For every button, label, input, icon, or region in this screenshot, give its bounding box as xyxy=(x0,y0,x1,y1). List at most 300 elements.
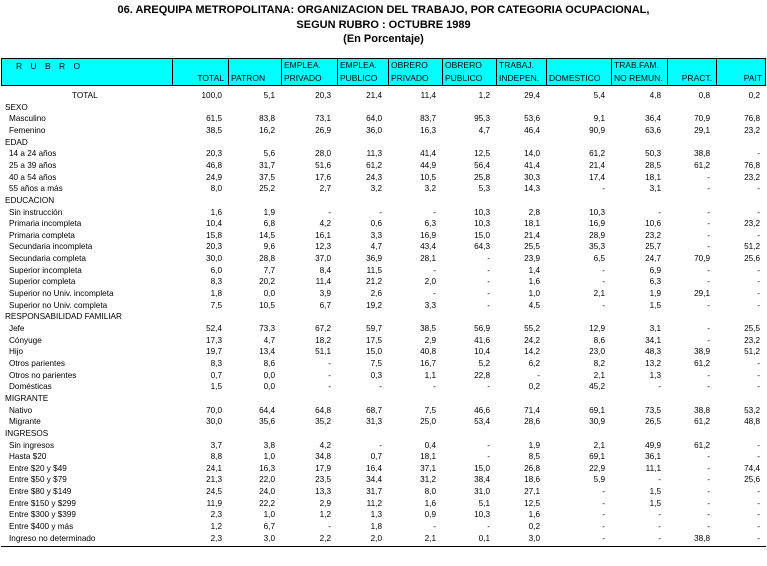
cell-value: - xyxy=(487,254,490,264)
row-label: Hijo xyxy=(9,347,24,357)
cell-value: 83,8 xyxy=(259,114,275,124)
cell-value: 1,2 xyxy=(319,510,331,520)
cell-value: 1,6 xyxy=(424,498,436,508)
cell-value: 23,0 xyxy=(589,347,605,357)
cell-value: 20,3 xyxy=(315,91,331,100)
cell-value: - xyxy=(707,452,710,462)
table-row xyxy=(0,323,767,335)
header-column-bottom: PUBLICO xyxy=(340,73,378,83)
cell-value: 2,2 xyxy=(319,533,331,543)
cell-value: 6,9 xyxy=(649,265,661,275)
cell-value: 38,5 xyxy=(420,324,436,333)
cell-value: 18,1 xyxy=(645,172,661,182)
cell-value: 9,6 xyxy=(263,242,275,252)
cell-value: 61,5 xyxy=(206,114,222,124)
cell-value: - xyxy=(328,370,331,380)
cell-value: 46,6 xyxy=(474,405,490,415)
cell-value: 10,3 xyxy=(474,207,490,217)
cell-value: 61,2 xyxy=(694,417,710,427)
cell-value: 24,1 xyxy=(206,463,222,473)
cell-value: - xyxy=(757,207,760,217)
header-column xyxy=(667,59,716,85)
cell-value: - xyxy=(433,522,436,532)
cell-value: 5,9 xyxy=(593,475,605,485)
row-label: Superior no Univ. completa xyxy=(9,300,108,310)
row-label: Nativo xyxy=(9,405,33,415)
cell-value: - xyxy=(757,300,760,310)
row-label: RESPONSABILIDAD FAMILIAR xyxy=(5,312,122,322)
row-label: Entre $300 y $399 xyxy=(9,510,76,520)
cell-value: - xyxy=(602,487,605,497)
table-row xyxy=(0,533,767,545)
cell-value: 17,9 xyxy=(315,463,331,473)
cell-value: 28,8 xyxy=(259,254,275,264)
cell-value: 22,2 xyxy=(259,498,275,508)
cell-value: 1,6 xyxy=(528,277,540,287)
row-label: Jefe xyxy=(9,324,25,333)
cell-value: 15,8 xyxy=(206,230,222,240)
cell-value: 2,1 xyxy=(593,289,605,299)
table-row xyxy=(0,207,767,219)
table-row xyxy=(0,160,767,172)
cell-value: - xyxy=(757,358,760,368)
cell-value: 4,7 xyxy=(370,242,382,252)
cell-value: 11,9 xyxy=(206,498,222,508)
header-column xyxy=(337,59,388,85)
cell-value: 36,1 xyxy=(645,452,661,462)
cell-value: - xyxy=(602,277,605,287)
cell-value: 1,6 xyxy=(210,207,222,217)
cell-value: 10,5 xyxy=(259,300,275,310)
cell-value: - xyxy=(433,207,436,217)
cell-value: - xyxy=(487,452,490,462)
cell-value: - xyxy=(707,522,710,532)
cell-value: 35,2 xyxy=(315,417,331,427)
cell-value: 5,6 xyxy=(263,149,275,159)
section-header-row xyxy=(0,428,767,440)
cell-value: 0,2 xyxy=(528,382,540,392)
cell-value: 70,9 xyxy=(694,114,710,124)
cell-value: 1,2 xyxy=(478,91,490,100)
cell-value: - xyxy=(602,522,605,532)
cell-value: 90,9 xyxy=(589,125,605,135)
row-label: SEXO xyxy=(5,102,28,112)
table-bottom-line xyxy=(1,546,766,547)
cell-value: 46,4 xyxy=(524,125,540,135)
cell-value: 18,1 xyxy=(524,219,540,229)
cell-value: 10,5 xyxy=(420,172,436,182)
cell-value: 0,4 xyxy=(424,440,436,450)
header-column-bottom: PRIVADO xyxy=(391,73,429,83)
cell-value: 1,4 xyxy=(528,265,540,275)
cell-value: 28,5 xyxy=(645,160,661,170)
cell-value: 8,0 xyxy=(210,184,222,194)
cell-value: 73,5 xyxy=(645,405,661,415)
cell-value: 6,7 xyxy=(263,522,275,532)
cell-value: - xyxy=(707,219,710,229)
cell-value: 23,2 xyxy=(744,219,760,229)
table-row xyxy=(0,125,767,137)
cell-value: 17,3 xyxy=(206,335,222,345)
cell-value: 2,9 xyxy=(319,498,331,508)
cell-value: 5,4 xyxy=(593,91,605,100)
cell-value: 2,1 xyxy=(593,370,605,380)
row-label: Sin instrucción xyxy=(9,207,63,217)
cell-value: 1,9 xyxy=(649,289,661,299)
table-row xyxy=(0,486,767,498)
row-label: Otros parientes xyxy=(9,358,65,368)
header-column-top: EMPLEA. xyxy=(284,60,321,70)
cell-value: 11,4 xyxy=(420,91,436,100)
cell-value: 1,6 xyxy=(528,510,540,520)
cell-value: 21,4 xyxy=(366,91,382,100)
row-label: Entre $20 y $49 xyxy=(9,463,67,473)
cell-value: 29,1 xyxy=(694,125,710,135)
cell-value: 22,8 xyxy=(474,370,490,380)
cell-value: 12,9 xyxy=(589,324,605,333)
cell-value: 5,3 xyxy=(478,184,490,194)
cell-value: 36,0 xyxy=(366,125,382,135)
cell-value: 1,5 xyxy=(649,487,661,497)
table-row xyxy=(0,288,767,300)
cell-value: 1,5 xyxy=(649,498,661,508)
row-label: 25 a 39 años xyxy=(9,160,57,170)
cell-value: 36,9 xyxy=(366,254,382,264)
cell-value: 64,8 xyxy=(315,405,331,415)
table-row xyxy=(0,90,767,102)
cell-value: 3,3 xyxy=(424,300,436,310)
cell-value: - xyxy=(487,277,490,287)
cell-value: 100,0 xyxy=(201,91,222,100)
title-line-3: (En Porcentaje) xyxy=(343,33,424,45)
cell-value: 22,0 xyxy=(259,475,275,485)
cell-value: - xyxy=(433,382,436,392)
cell-value: 11,3 xyxy=(366,149,382,159)
cell-value: 3,7 xyxy=(210,440,222,450)
cell-value: - xyxy=(602,300,605,310)
cell-value: - xyxy=(658,382,661,392)
row-label: Primaria incompleta xyxy=(9,219,82,229)
table-row xyxy=(0,183,767,195)
cell-value: - xyxy=(757,277,760,287)
cell-value: 53,2 xyxy=(744,405,760,415)
cell-value: 35,6 xyxy=(259,417,275,427)
cell-value: - xyxy=(707,277,710,287)
cell-value: - xyxy=(707,230,710,240)
cell-value: 28,1 xyxy=(420,254,436,264)
cell-value: 14,2 xyxy=(524,347,540,357)
table-row xyxy=(0,416,767,428)
header-column-bottom: PATRON xyxy=(231,73,266,83)
cell-value: 37,1 xyxy=(420,463,436,473)
cell-value: - xyxy=(757,289,760,299)
cell-value: 24,7 xyxy=(645,254,661,264)
row-label: Hasta $20 xyxy=(9,452,47,462)
cell-value: 3,0 xyxy=(528,533,540,543)
cell-value: 38,8 xyxy=(694,149,710,159)
table-row xyxy=(0,148,767,160)
cell-value: 24,3 xyxy=(366,172,382,182)
cell-value: 1,3 xyxy=(370,510,382,520)
cell-value: 8,3 xyxy=(210,277,222,287)
cell-value: 25,2 xyxy=(259,184,275,194)
header-column-top: TRAB.FAM. xyxy=(614,60,659,70)
cell-value: - xyxy=(433,289,436,299)
cell-value: 31,0 xyxy=(474,487,490,497)
cell-value: - xyxy=(658,475,661,485)
cell-value: 25,5 xyxy=(744,324,760,333)
row-label: Entre $400 y más xyxy=(9,522,74,532)
cell-value: 25,6 xyxy=(744,475,760,485)
cell-value: 59,7 xyxy=(366,324,382,333)
cell-value: 20,2 xyxy=(259,277,275,287)
cell-value: 23,2 xyxy=(645,230,661,240)
cell-value: 55,2 xyxy=(524,324,540,333)
cell-value: - xyxy=(328,358,331,368)
row-label: Superior no Univ. incompleta xyxy=(9,289,114,299)
cell-value: 2,0 xyxy=(370,533,382,543)
cell-value: 67,2 xyxy=(315,324,331,333)
cell-value: 50,3 xyxy=(645,149,661,159)
cell-value: 4,2 xyxy=(319,440,331,450)
cell-value: 23,2 xyxy=(744,125,760,135)
cell-value: 38,8 xyxy=(694,405,710,415)
cell-value: 38,4 xyxy=(474,475,490,485)
cell-value: 15,0 xyxy=(474,463,490,473)
header-column xyxy=(228,59,281,85)
cell-value: 37,0 xyxy=(315,254,331,264)
cell-value: 76,8 xyxy=(744,114,760,124)
cell-value: - xyxy=(707,370,710,380)
cell-value: 6,0 xyxy=(210,265,222,275)
cell-value: 16,1 xyxy=(315,230,331,240)
cell-value: 1,1 xyxy=(424,370,436,380)
cell-value: - xyxy=(757,184,760,194)
cell-value: 2,1 xyxy=(424,533,436,543)
cell-value: - xyxy=(487,265,490,275)
cell-value: 2,8 xyxy=(528,207,540,217)
cell-value: - xyxy=(707,382,710,392)
cell-value: - xyxy=(757,265,760,275)
cell-value: - xyxy=(757,498,760,508)
cell-value: 8,6 xyxy=(263,358,275,368)
cell-value: 5,1 xyxy=(263,91,275,100)
cell-value: 1,5 xyxy=(210,382,222,392)
cell-value: 83,7 xyxy=(420,114,436,124)
cell-value: 10,4 xyxy=(474,347,490,357)
cell-value: 1,2 xyxy=(210,522,222,532)
cell-value: 3,2 xyxy=(424,184,436,194)
cell-value: - xyxy=(379,382,382,392)
cell-value: 24,2 xyxy=(524,335,540,345)
cell-value: 1,0 xyxy=(263,510,275,520)
cell-value: 8,3 xyxy=(210,358,222,368)
row-label: Superior incompleta xyxy=(9,265,82,275)
row-label: Secundaria completa xyxy=(9,254,86,264)
cell-value: - xyxy=(707,184,710,194)
cell-value: 2,9 xyxy=(424,335,436,345)
cell-value: - xyxy=(707,498,710,508)
cell-value: - xyxy=(757,533,760,543)
cell-value: 51,2 xyxy=(744,242,760,252)
cell-value: 2,7 xyxy=(319,184,331,194)
cell-value: 15,0 xyxy=(366,347,382,357)
cell-value: 15,0 xyxy=(474,230,490,240)
table-row xyxy=(0,335,767,347)
cell-value: 53,4 xyxy=(474,417,490,427)
header-column xyxy=(546,59,611,85)
header-column xyxy=(442,59,496,85)
cell-value: 19,2 xyxy=(366,300,382,310)
cell-value: 1,0 xyxy=(528,289,540,299)
cell-value: - xyxy=(757,510,760,520)
table-row xyxy=(0,451,767,463)
table-row xyxy=(0,521,767,533)
table-row xyxy=(0,346,767,358)
row-label: TOTAL xyxy=(72,91,98,100)
cell-value: 25,7 xyxy=(645,242,661,252)
cell-value: 69,1 xyxy=(589,405,605,415)
cell-value: 1,9 xyxy=(528,440,540,450)
cell-value: - xyxy=(487,440,490,450)
cell-value: 3,8 xyxy=(263,440,275,450)
cell-value: 12,5 xyxy=(474,149,490,159)
section-header-row xyxy=(0,195,767,207)
cell-value: 6,2 xyxy=(528,358,540,368)
cell-value: 26,8 xyxy=(524,463,540,473)
section-header-row xyxy=(0,137,767,149)
cell-value: 19,7 xyxy=(206,347,222,357)
header-column xyxy=(611,59,667,85)
cell-value: - xyxy=(379,207,382,217)
cell-value: 30,0 xyxy=(206,417,222,427)
cell-value: - xyxy=(328,522,331,532)
cell-value: - xyxy=(328,207,331,217)
cell-value: 9,1 xyxy=(593,114,605,124)
row-label: Domésticas xyxy=(9,382,52,392)
cell-value: 64,3 xyxy=(474,242,490,252)
cell-value: 18,1 xyxy=(420,452,436,462)
cell-value: 49,9 xyxy=(645,440,661,450)
header-column xyxy=(716,59,766,85)
cell-value: 8,6 xyxy=(593,335,605,345)
cell-value: 0,7 xyxy=(370,452,382,462)
title-line-2: SEGUN RUBRO : OCTUBRE 1989 xyxy=(296,19,471,31)
table-row xyxy=(0,498,767,510)
cell-value: 43,4 xyxy=(420,242,436,252)
header-column xyxy=(496,59,546,85)
cell-value: 61,2 xyxy=(589,149,605,159)
cell-value: 68,7 xyxy=(366,405,382,415)
cell-value: 23,2 xyxy=(744,172,760,182)
table-row xyxy=(0,276,767,288)
cell-value: 0,9 xyxy=(424,510,436,520)
cell-value: 12,5 xyxy=(524,498,540,508)
cell-value: 17,4 xyxy=(589,172,605,182)
cell-value: 17,6 xyxy=(315,172,331,182)
cell-value: 73,3 xyxy=(259,324,275,333)
cell-value: 6,8 xyxy=(263,219,275,229)
cell-value: 73,1 xyxy=(315,114,331,124)
cell-value: - xyxy=(602,265,605,275)
cell-value: - xyxy=(602,533,605,543)
header-rubro: R U B R O xyxy=(16,61,84,71)
cell-value: 20,3 xyxy=(206,149,222,159)
cell-value: - xyxy=(707,463,710,473)
header-column-top: OBRERO xyxy=(445,60,482,70)
row-label: Sin ingresos xyxy=(9,440,55,450)
cell-value: 28,9 xyxy=(589,230,605,240)
cell-value: 25,6 xyxy=(744,254,760,264)
cell-value: 18,6 xyxy=(524,475,540,485)
cell-value: 48,8 xyxy=(744,417,760,427)
cell-value: 16,7 xyxy=(420,358,436,368)
cell-value: 29,1 xyxy=(694,289,710,299)
row-label: Entre $150 y $299 xyxy=(9,498,76,508)
header-column-bottom: PUBLICO xyxy=(445,73,483,83)
table-row xyxy=(0,474,767,486)
cell-value: 4,5 xyxy=(528,300,540,310)
row-label: Superior completa xyxy=(9,277,76,287)
header-column-bottom: PRIVADO xyxy=(284,73,322,83)
cell-value: 61,2 xyxy=(694,440,710,450)
cell-value: 28,0 xyxy=(315,149,331,159)
cell-value: 51,1 xyxy=(315,347,331,357)
cell-value: 41,4 xyxy=(524,160,540,170)
cell-value: - xyxy=(707,475,710,485)
cell-value: 56,9 xyxy=(474,324,490,333)
cell-value: 3,1 xyxy=(649,324,661,333)
cell-value: 38,8 xyxy=(694,533,710,543)
cell-value: 1,9 xyxy=(263,207,275,217)
cell-value: - xyxy=(707,324,710,333)
cell-value: 35,3 xyxy=(589,242,605,252)
cell-value: - xyxy=(658,522,661,532)
cell-value: 56,4 xyxy=(474,160,490,170)
cell-value: 1,3 xyxy=(649,370,661,380)
cell-value: 3,9 xyxy=(319,289,331,299)
cell-value: - xyxy=(757,440,760,450)
row-label: Primaria completa xyxy=(9,230,75,240)
section-header-row xyxy=(0,393,767,405)
cell-value: 0,0 xyxy=(263,382,275,392)
header-column-bottom: NO REMUN. xyxy=(614,73,663,83)
cell-value: 0,2 xyxy=(528,522,540,532)
row-label: Migrante xyxy=(9,417,41,427)
table-row xyxy=(0,230,767,242)
cell-value: 3,2 xyxy=(370,184,382,194)
cell-value: 16,9 xyxy=(420,230,436,240)
cell-value: 11,5 xyxy=(366,265,382,275)
cell-value: 31,3 xyxy=(366,417,382,427)
cell-value: 40,8 xyxy=(420,347,436,357)
cell-value: 76,8 xyxy=(744,160,760,170)
cell-value: 36,4 xyxy=(645,114,661,124)
table-row xyxy=(0,300,767,312)
cell-value: - xyxy=(328,382,331,392)
cell-value: 51,6 xyxy=(315,160,331,170)
cell-value: 28,6 xyxy=(524,417,540,427)
cell-value: 16,3 xyxy=(420,125,436,135)
cell-value: 0,0 xyxy=(263,289,275,299)
table-row xyxy=(0,218,767,230)
cell-value: 4,8 xyxy=(649,91,661,100)
cell-value: 23,9 xyxy=(524,254,540,264)
cell-value: 0,0 xyxy=(263,370,275,380)
cell-value: 11,2 xyxy=(366,498,382,508)
row-label: EDUCACION xyxy=(5,195,55,205)
cell-value: 14,0 xyxy=(524,149,540,159)
